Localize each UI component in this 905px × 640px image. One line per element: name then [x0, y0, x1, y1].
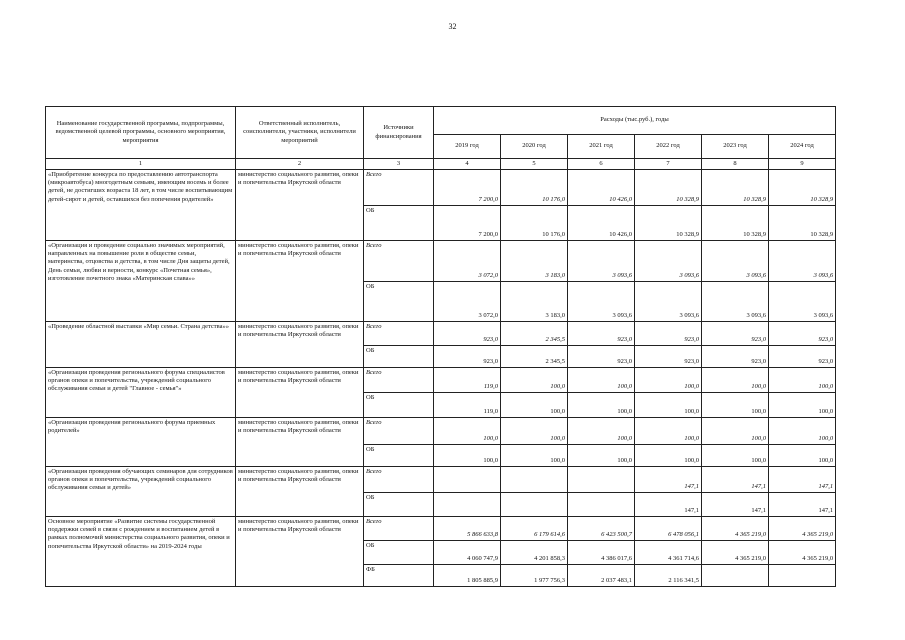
measure-name: «Организация и проведение социально значимых мероприятий, направленных на повышение роли в обществе семьи, материнства, отцовства и детства, в том числе Дня защиты детей, День семьи, любви и верности, конкурс «Почетная семья», изготовление почетного знака «Материнская слава»» — [46, 241, 236, 322]
total-value: 119,0 — [434, 368, 501, 393]
total-value: 100,0 — [434, 418, 501, 445]
column-number: 7 — [635, 159, 702, 170]
total-value: 100,0 — [769, 368, 836, 393]
budget-value: 10 328,9 — [635, 206, 702, 241]
header-year: 2020 год — [501, 135, 568, 159]
source-label: ФБ — [364, 565, 434, 587]
total-value: 6 179 614,6 — [501, 517, 568, 541]
measure-name: «Организация проведения регионального форума приемных родителей» — [46, 418, 236, 467]
page-number: 32 — [448, 22, 457, 31]
total-value: 100,0 — [635, 368, 702, 393]
budget-value: 100,0 — [501, 445, 568, 467]
total-value — [568, 467, 635, 493]
total-value: 100,0 — [702, 368, 769, 393]
total-value: 147,1 — [702, 467, 769, 493]
column-number: 5 — [501, 159, 568, 170]
total-value: 100,0 — [702, 418, 769, 445]
budget-value: 100,0 — [769, 445, 836, 467]
budget-value: 923,0 — [702, 346, 769, 368]
total-value: 5 866 633,8 — [434, 517, 501, 541]
measure-name: «Приобретение конкурса по предоставлению автотранспорта (микроавтобуса) многодетным семьям, имеющим восемь и более детей, не достигших возраста 18 лет, в том числе воспитывающим детей-сирот и детей, оставшихся без попечения родителей» — [46, 170, 236, 241]
total-value: 3 093,6 — [702, 241, 769, 282]
header-source: Источники финансирования — [364, 107, 434, 159]
budget-value: 3 093,6 — [568, 282, 635, 322]
budget-value: 923,0 — [635, 346, 702, 368]
total-value: 10 328,9 — [635, 170, 702, 206]
measure-executor: министерство социального развития, опеки и попечительства Иркутской области — [236, 368, 364, 418]
source-label: ОБ — [364, 282, 434, 322]
budget-value: 10 176,0 — [501, 206, 568, 241]
budget-value: 4 201 858,3 — [501, 541, 568, 565]
header-year: 2021 год — [568, 135, 635, 159]
budget-value: 3 183,0 — [501, 282, 568, 322]
total-value: 100,0 — [635, 418, 702, 445]
header-executor: Ответственный исполнитель, соисполнители, участники, исполнители мероприятий — [236, 107, 364, 159]
total-value: 923,0 — [702, 322, 769, 346]
source-label: Всего — [364, 170, 434, 206]
total-value: 10 328,9 — [769, 170, 836, 206]
budget-value: 100,0 — [769, 393, 836, 418]
budget-value: 119,0 — [434, 393, 501, 418]
source-label: ОБ — [364, 445, 434, 467]
budget-value: 1 977 756,3 — [501, 565, 568, 587]
source-label: Всего — [364, 467, 434, 493]
total-value: 923,0 — [635, 322, 702, 346]
budget-value: 3 093,6 — [702, 282, 769, 322]
total-value — [434, 467, 501, 493]
budget-value: 100,0 — [568, 393, 635, 418]
total-value: 923,0 — [434, 322, 501, 346]
total-value: 10 426,0 — [568, 170, 635, 206]
total-value: 923,0 — [568, 322, 635, 346]
budget-value: 4 386 017,6 — [568, 541, 635, 565]
source-label: ОБ — [364, 206, 434, 241]
header-year: 2023 год — [702, 135, 769, 159]
budget-value: 7 200,0 — [434, 206, 501, 241]
budget-value: 100,0 — [702, 393, 769, 418]
total-value: 4 365 219,0 — [702, 517, 769, 541]
column-number: 3 — [364, 159, 434, 170]
budget-value: 4 361 714,6 — [635, 541, 702, 565]
header-year: 2022 год — [635, 135, 702, 159]
column-number: 2 — [236, 159, 364, 170]
budget-value: 147,1 — [635, 493, 702, 517]
budget-value: 147,1 — [702, 493, 769, 517]
total-value: 3 093,6 — [769, 241, 836, 282]
budget-value: 4 365 219,0 — [769, 541, 836, 565]
budget-value: 4 365 219,0 — [702, 541, 769, 565]
budget-value: 100,0 — [434, 445, 501, 467]
budget-value: 100,0 — [702, 445, 769, 467]
measure-name: «Организация проведения регионального форума специалистов органов опеки и попечительства, учреждений социального обслуживания семьи и детей "Главное - семья"» — [46, 368, 236, 418]
source-label: Всего — [364, 322, 434, 346]
budget-value: 2 116 341,5 — [635, 565, 702, 587]
column-number: 1 — [46, 159, 236, 170]
budget-value — [501, 493, 568, 517]
source-label: ОБ — [364, 393, 434, 418]
source-label: Всего — [364, 368, 434, 393]
budget-table — [45, 106, 836, 587]
budget-value: 3 093,6 — [635, 282, 702, 322]
header-year: 2019 год — [434, 135, 501, 159]
budget-value: 100,0 — [501, 393, 568, 418]
budget-value: 10 328,9 — [769, 206, 836, 241]
total-value: 100,0 — [501, 368, 568, 393]
total-value: 10 328,9 — [702, 170, 769, 206]
total-value: 6 423 500,7 — [568, 517, 635, 541]
column-number: 9 — [769, 159, 836, 170]
measure-executor: министерство социального развития, опеки и попечительства Иркутской области — [236, 418, 364, 467]
measure-name: «Проведение областной выставки «Мир семьи. Страна детства»» — [46, 322, 236, 368]
budget-value: 3 093,6 — [769, 282, 836, 322]
source-label: ОБ — [364, 541, 434, 565]
budget-value: 100,0 — [635, 445, 702, 467]
total-value: 2 345,5 — [501, 322, 568, 346]
source-label: ОБ — [364, 346, 434, 368]
budget-value — [769, 565, 836, 587]
header-name: Наименование государственной программы, подпрограммы, ведомственной целевой программы, основного мероприятия, мероприятия — [46, 107, 236, 159]
total-value: 3 093,6 — [568, 241, 635, 282]
budget-value: 10 426,0 — [568, 206, 635, 241]
column-number: 6 — [568, 159, 635, 170]
budget-value — [702, 565, 769, 587]
total-value: 100,0 — [568, 368, 635, 393]
measure-name: «Организация проведения обучающих семинаров для сотрудников органов опеки и попечительства, учреждений социального обслуживания семьи и детей» — [46, 467, 236, 517]
budget-value — [434, 493, 501, 517]
total-value: 4 365 219,0 — [769, 517, 836, 541]
source-label: ОБ — [364, 493, 434, 517]
source-label: Всего — [364, 418, 434, 445]
measure-executor: министерство социального развития, опеки и попечительства Иркутской области — [236, 467, 364, 517]
measure-name: Основное мероприятие «Развитие системы государственной поддержки семей в связи с рождением и воспитанием детей в рамках полномочий министерства социального развития, опеки и попечительства Иркутской области» на 2019-2024 годы — [46, 517, 236, 587]
total-value: 147,1 — [635, 467, 702, 493]
total-value: 6 478 056,1 — [635, 517, 702, 541]
total-value: 3 072,0 — [434, 241, 501, 282]
column-number: 8 — [702, 159, 769, 170]
measure-executor: министерство социального развития, опеки и попечительства Иркутской области — [236, 322, 364, 368]
source-label: Всего — [364, 241, 434, 282]
total-value: 10 176,0 — [501, 170, 568, 206]
source-label: Всего — [364, 517, 434, 541]
measure-executor: министерство социального развития, опеки и попечительства Иркутской области — [236, 170, 364, 241]
header-year: 2024 год — [769, 135, 836, 159]
budget-value: 2 037 483,1 — [568, 565, 635, 587]
total-value: 7 200,0 — [434, 170, 501, 206]
total-value: 100,0 — [769, 418, 836, 445]
total-value: 100,0 — [568, 418, 635, 445]
budget-value: 4 060 747,9 — [434, 541, 501, 565]
budget-value: 100,0 — [635, 393, 702, 418]
total-value: 100,0 — [501, 418, 568, 445]
measure-executor: министерство социального развития, опеки и попечительства Иркутской области — [236, 517, 364, 587]
budget-value: 100,0 — [568, 445, 635, 467]
budget-value: 2 345,5 — [501, 346, 568, 368]
budget-value — [568, 493, 635, 517]
budget-value: 923,0 — [568, 346, 635, 368]
measure-executor: министерство социального развития, опеки и попечительства Иркутской области — [236, 241, 364, 322]
total-value — [501, 467, 568, 493]
budget-value: 147,1 — [769, 493, 836, 517]
budget-value: 1 805 885,9 — [434, 565, 501, 587]
budget-value: 923,0 — [769, 346, 836, 368]
budget-value: 923,0 — [434, 346, 501, 368]
budget-value: 10 328,9 — [702, 206, 769, 241]
column-number: 4 — [434, 159, 501, 170]
total-value: 3 183,0 — [501, 241, 568, 282]
header-expenses: Расходы (тыс.руб.), годы — [434, 107, 836, 135]
budget-value: 3 072,0 — [434, 282, 501, 322]
total-value: 923,0 — [769, 322, 836, 346]
total-value: 147,1 — [769, 467, 836, 493]
total-value: 3 093,6 — [635, 241, 702, 282]
